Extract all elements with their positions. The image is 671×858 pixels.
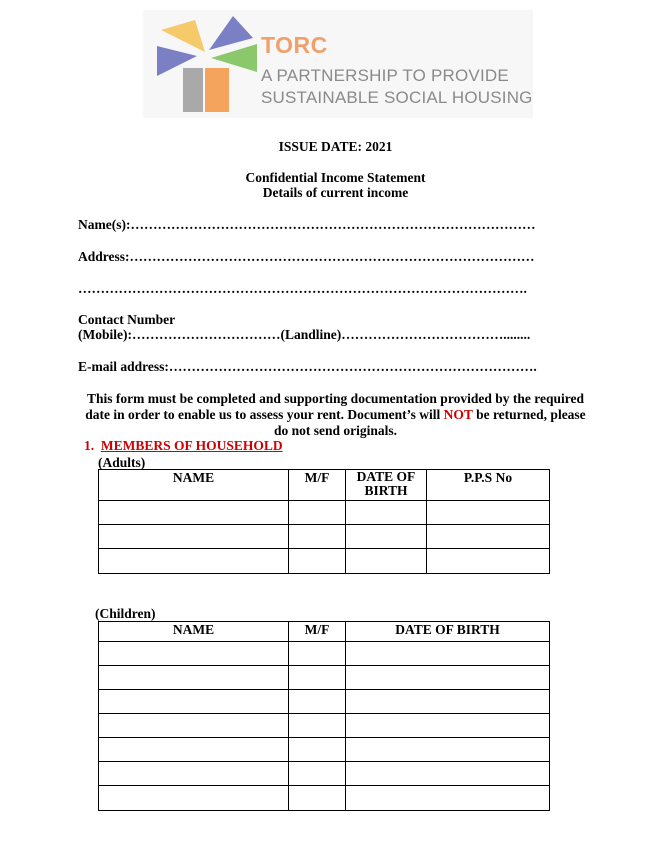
adult-mf-cell[interactable] <box>289 501 346 525</box>
address-field-line2[interactable]: ………………………………………………………………………………………. <box>78 281 527 296</box>
table-row <box>99 642 550 666</box>
child-mf-cell[interactable] <box>289 642 346 666</box>
name-field[interactable]: Name(s):……………………………………………………………………………… <box>78 217 536 232</box>
table-row <box>99 501 550 525</box>
torc-logo-mark-icon <box>153 16 258 112</box>
child-name-cell[interactable] <box>99 738 289 762</box>
child-dob-cell[interactable] <box>346 666 550 690</box>
adult-pps-cell[interactable] <box>427 501 550 525</box>
table-row <box>99 762 550 786</box>
child-dob-cell[interactable] <box>346 738 550 762</box>
form-subtitle: Details of current income <box>262 185 409 200</box>
brand-tagline-1: A PARTNERSHIP TO PROVIDE <box>261 66 509 85</box>
form-title: Confidential Income Statement <box>245 170 426 185</box>
child-mf-cell[interactable] <box>289 714 346 738</box>
children-col-mf: M/F <box>289 622 346 642</box>
section-title: MEMBERS OF HOUSEHOLD <box>100 438 283 453</box>
notice-line-1: This form must be completed and supporting documentation provided by the required <box>87 391 584 406</box>
children-table <box>98 621 550 811</box>
table-row <box>99 786 550 811</box>
adult-mf-cell[interactable] <box>289 549 346 574</box>
brand-name: TORC <box>261 32 328 58</box>
brand-tagline-2: SUSTAINABLE SOCIAL HOUSING <box>261 88 533 107</box>
table-row <box>99 549 550 574</box>
child-name-cell[interactable] <box>99 642 289 666</box>
adult-mf-cell[interactable] <box>289 525 346 549</box>
adults-col-name: NAME <box>99 470 289 501</box>
contact-number-field[interactable]: (Mobile):……………………………(Landline)………………………………........ <box>78 327 531 342</box>
child-dob-cell[interactable] <box>346 690 550 714</box>
table-row <box>99 690 550 714</box>
table-row <box>99 525 550 549</box>
issue-date: ISSUE DATE: 2021 <box>278 139 393 154</box>
children-col-name: NAME <box>99 622 289 642</box>
email-field[interactable]: E-mail address:………………………………………………………………………. <box>78 359 537 374</box>
adults-col-dob: DATE OF BIRTH <box>346 470 427 501</box>
table-row <box>99 666 550 690</box>
adult-pps-cell[interactable] <box>427 549 550 574</box>
table-row <box>99 714 550 738</box>
child-name-cell[interactable] <box>99 690 289 714</box>
child-dob-cell[interactable] <box>346 762 550 786</box>
adult-dob-cell[interactable] <box>346 525 427 549</box>
children-label: (Children) <box>95 606 156 621</box>
adults-col-pps: P.P.S No <box>427 470 550 501</box>
adult-dob-cell[interactable] <box>346 549 427 574</box>
child-name-cell[interactable] <box>99 762 289 786</box>
child-mf-cell[interactable] <box>289 690 346 714</box>
torc-logo <box>143 10 533 118</box>
children-col-dob: DATE OF BIRTH <box>346 622 550 642</box>
adults-header-row <box>99 470 550 501</box>
adults-label: (Adults) <box>98 455 146 470</box>
adult-name-cell[interactable] <box>99 549 289 574</box>
child-mf-cell[interactable] <box>289 786 346 811</box>
child-name-cell[interactable] <box>99 666 289 690</box>
notice-line-3: do not send originals. <box>273 423 398 438</box>
notice-not: NOT <box>443 407 473 422</box>
section-heading <box>84 438 283 454</box>
section-number: 1. <box>84 438 95 453</box>
notice-line-2: date in order to enable us to assess your rent. Document’s will NOT be returned, please <box>85 407 586 422</box>
child-dob-cell[interactable] <box>346 786 550 811</box>
child-mf-cell[interactable] <box>289 762 346 786</box>
child-dob-cell[interactable] <box>346 714 550 738</box>
child-mf-cell[interactable] <box>289 738 346 762</box>
child-mf-cell[interactable] <box>289 666 346 690</box>
adults-col-mf: M/F <box>289 470 346 501</box>
adults-table <box>98 469 550 574</box>
child-name-cell[interactable] <box>99 714 289 738</box>
children-header-row <box>99 622 550 642</box>
adult-pps-cell[interactable] <box>427 525 550 549</box>
adult-name-cell[interactable] <box>99 501 289 525</box>
contact-number-label: Contact Number <box>78 312 176 327</box>
child-dob-cell[interactable] <box>346 642 550 666</box>
child-name-cell[interactable] <box>99 786 289 811</box>
adult-dob-cell[interactable] <box>346 501 427 525</box>
table-row <box>99 738 550 762</box>
address-field[interactable]: Address:……………………………………………………………………………… <box>78 249 535 264</box>
adult-name-cell[interactable] <box>99 525 289 549</box>
